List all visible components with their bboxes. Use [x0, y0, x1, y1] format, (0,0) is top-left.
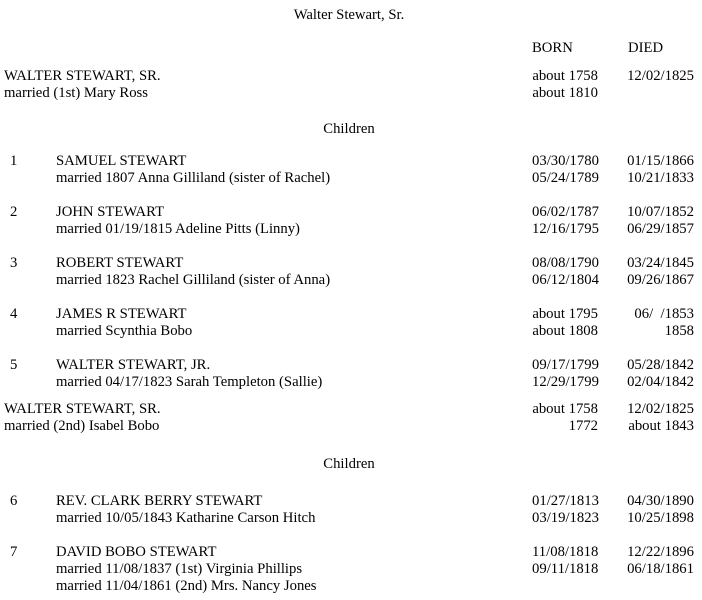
child-number: 7 — [10, 544, 18, 560]
child-entry-7 — [4, 544, 694, 595]
born-date: 06/12/1804 — [532, 272, 599, 288]
child-number: 5 — [10, 357, 18, 373]
number-column-spacer — [4, 561, 56, 578]
number-column-spacer — [4, 578, 56, 595]
number-column-spacer — [4, 221, 56, 238]
child-number: 6 — [10, 493, 18, 509]
born-date: 12/16/1795 — [532, 221, 599, 237]
name-column-spacer — [56, 40, 532, 57]
child-entry-6 — [4, 493, 694, 527]
died-date: 06/ /1853 — [634, 306, 694, 322]
born-date: 08/08/1790 — [532, 255, 599, 271]
marriage-line: married (1st) Mary Ross — [4, 85, 148, 101]
marriage-line: married 11/04/1861 (2nd) Mrs. Nancy Jones — [56, 578, 317, 594]
number-column-spacer — [4, 510, 56, 527]
parent-row — [4, 68, 694, 85]
marriage-row — [4, 510, 694, 527]
born-date: 11/08/1818 — [532, 544, 599, 560]
died-date: about 1843 — [628, 418, 694, 434]
born-date: 1772 — [568, 418, 598, 434]
number-column-spacer — [4, 170, 56, 187]
died-date: 05/28/1842 — [627, 357, 694, 373]
marriage-row — [4, 323, 694, 340]
born-date: 12/29/1799 — [532, 374, 599, 390]
page-title: Walter Stewart, Sr. — [293, 7, 405, 23]
died-date — [598, 85, 694, 102]
died-date: 12/02/1825 — [627, 68, 694, 84]
born-column-header: BORN — [532, 40, 573, 56]
family-entry-parent-2nd — [4, 401, 694, 435]
number-column-spacer — [4, 323, 56, 340]
died-date: 06/29/1857 — [627, 221, 694, 237]
marriage-row — [4, 85, 694, 102]
born-date: 06/02/1787 — [532, 204, 599, 220]
children-heading: Children — [323, 121, 375, 137]
born-date: about 1758 — [532, 401, 598, 417]
person-name: ROBERT STEWART — [56, 255, 184, 271]
person-name: JOHN STEWART — [56, 204, 165, 220]
died-date: 03/24/1845 — [627, 255, 694, 271]
person-name: WALTER STEWART, SR. — [4, 68, 161, 84]
died-date: 1858 — [664, 323, 694, 339]
child-row — [4, 306, 694, 323]
born-date: 03/19/1823 — [532, 510, 599, 526]
born-date: about 1795 — [532, 306, 598, 322]
child-row — [4, 255, 694, 272]
born-date — [532, 578, 598, 595]
born-date: about 1808 — [532, 323, 598, 339]
child-row — [4, 493, 694, 510]
number-column-spacer — [4, 272, 56, 289]
child-number: 1 — [10, 153, 18, 169]
person-name: DAVID BOBO STEWART — [56, 544, 217, 560]
person-name: SAMUEL STEWART — [56, 153, 187, 169]
died-date: 04/30/1890 — [627, 493, 694, 509]
died-date: 02/04/1842 — [627, 374, 694, 390]
born-date: about 1758 — [532, 68, 598, 84]
born-date: 01/27/1813 — [532, 493, 599, 509]
person-name: WALTER STEWART, SR. — [4, 401, 161, 417]
number-column-spacer — [4, 40, 56, 57]
marriage-line: married 11/08/1837 (1st) Virginia Phillips — [56, 561, 303, 577]
died-date: 06/18/1861 — [627, 561, 694, 577]
child-entry-2 — [4, 204, 694, 238]
born-date: 05/24/1789 — [532, 170, 599, 186]
child-entry-4 — [4, 306, 694, 340]
born-date: 09/17/1799 — [532, 357, 599, 373]
born-date: 09/11/1818 — [532, 561, 599, 577]
child-number: 2 — [10, 204, 18, 220]
marriage-line: married 1823 Rachel Gilliland (sister of Anna) — [56, 272, 331, 288]
marriage-line: married (2nd) Isabel Bobo — [4, 418, 160, 434]
child-entry-5 — [4, 357, 694, 391]
child-number: 3 — [10, 255, 18, 271]
parent-row — [4, 401, 694, 418]
genealogy-page — [4, 7, 694, 595]
marriage-row — [4, 374, 694, 391]
died-date: 10/21/1833 — [627, 170, 694, 186]
died-date: 10/25/1898 — [627, 510, 694, 526]
child-row — [4, 153, 694, 170]
died-date — [598, 578, 694, 595]
child-number: 4 — [10, 306, 18, 322]
child-row — [4, 357, 694, 374]
marriage-row — [4, 578, 694, 595]
marriage-line: married 10/05/1843 Katharine Carson Hitch — [56, 510, 316, 526]
marriage-row — [4, 272, 694, 289]
died-date: 12/22/1896 — [627, 544, 694, 560]
person-name: JAMES R STEWART — [56, 306, 187, 322]
person-name: WALTER STEWART, JR. — [56, 357, 211, 373]
marriage-line: married Scynthia Bobo — [56, 323, 193, 339]
child-row — [4, 204, 694, 221]
marriage-row — [4, 170, 694, 187]
marriage-row — [4, 561, 694, 578]
person-name: REV. CLARK BERRY STEWART — [56, 493, 263, 509]
number-column-spacer — [4, 374, 56, 391]
marriage-row — [4, 418, 694, 435]
died-date: 12/02/1825 — [627, 401, 694, 417]
marriage-line: married 1807 Anna Gilliland (sister of Rachel) — [56, 170, 331, 186]
born-date: about 1810 — [532, 85, 598, 101]
child-row — [4, 544, 694, 561]
children-heading: Children — [323, 456, 375, 472]
child-entry-3 — [4, 255, 694, 289]
died-date: 10/07/1852 — [627, 204, 694, 220]
marriage-line: married 04/17/1823 Sarah Templeton (Sallie) — [56, 374, 323, 390]
born-date: 03/30/1780 — [532, 153, 599, 169]
column-headers — [4, 40, 694, 57]
family-entry-parent-1st — [4, 68, 694, 102]
child-entry-1 — [4, 153, 694, 187]
died-date: 01/15/1866 — [627, 153, 694, 169]
marriage-line: married 01/19/1815 Adeline Pitts (Linny) — [56, 221, 300, 237]
marriage-row — [4, 221, 694, 238]
died-date: 09/26/1867 — [627, 272, 694, 288]
died-column-header: DIED — [628, 40, 664, 56]
